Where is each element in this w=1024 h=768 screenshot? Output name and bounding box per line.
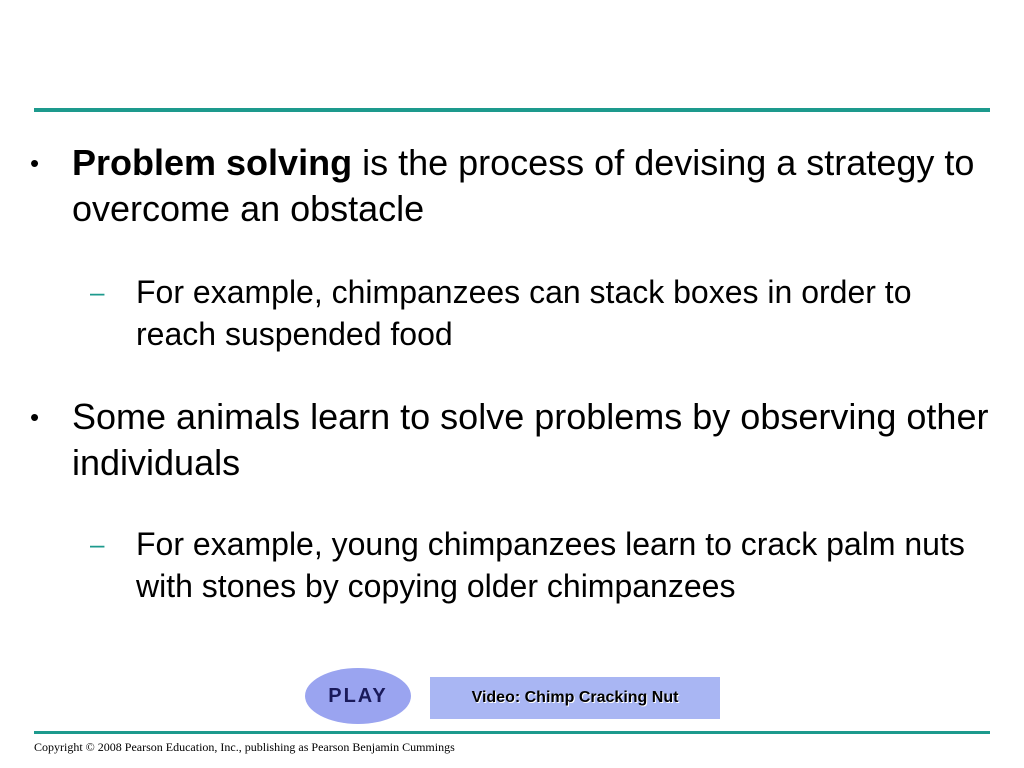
- video-link-button[interactable]: [430, 677, 720, 719]
- sub-item-text: For example, chimpanzees can stack boxes in order to reach suspended food: [136, 274, 912, 352]
- bullet-icon: •: [30, 402, 40, 432]
- copyright-footer: Copyright © 2008 Pearson Education, Inc., publishing as Pearson Benjamin Cummings: [34, 740, 455, 754]
- video-link-label: Video: Chimp Cracking Nut: [471, 689, 679, 706]
- play-button[interactable]: [305, 668, 411, 724]
- sub-item-text: For example, young chimpanzees learn to crack palm nuts with stones by copying older chimpanzees: [136, 526, 965, 604]
- bold-term: Problem solving: [72, 142, 353, 183]
- dash-icon: –: [90, 277, 105, 307]
- dash-icon: –: [90, 529, 105, 559]
- bullet-item-problem-solving: [30, 140, 990, 232]
- bullet-icon: •: [30, 148, 40, 178]
- top-divider: [34, 108, 990, 112]
- bullet-body: is the process of devising a strategy to overcome an obstacle: [72, 142, 975, 229]
- play-button-label: PLAY: [328, 684, 388, 707]
- bullet-text: [72, 140, 990, 232]
- bullet-item-observing: [30, 394, 990, 486]
- sub-item-palm-nuts: [90, 523, 980, 607]
- bottom-divider: [34, 731, 990, 734]
- sub-item-stack-boxes: [90, 271, 980, 355]
- bullet-text: Some animals learn to solve problems by observing other individuals: [72, 396, 989, 483]
